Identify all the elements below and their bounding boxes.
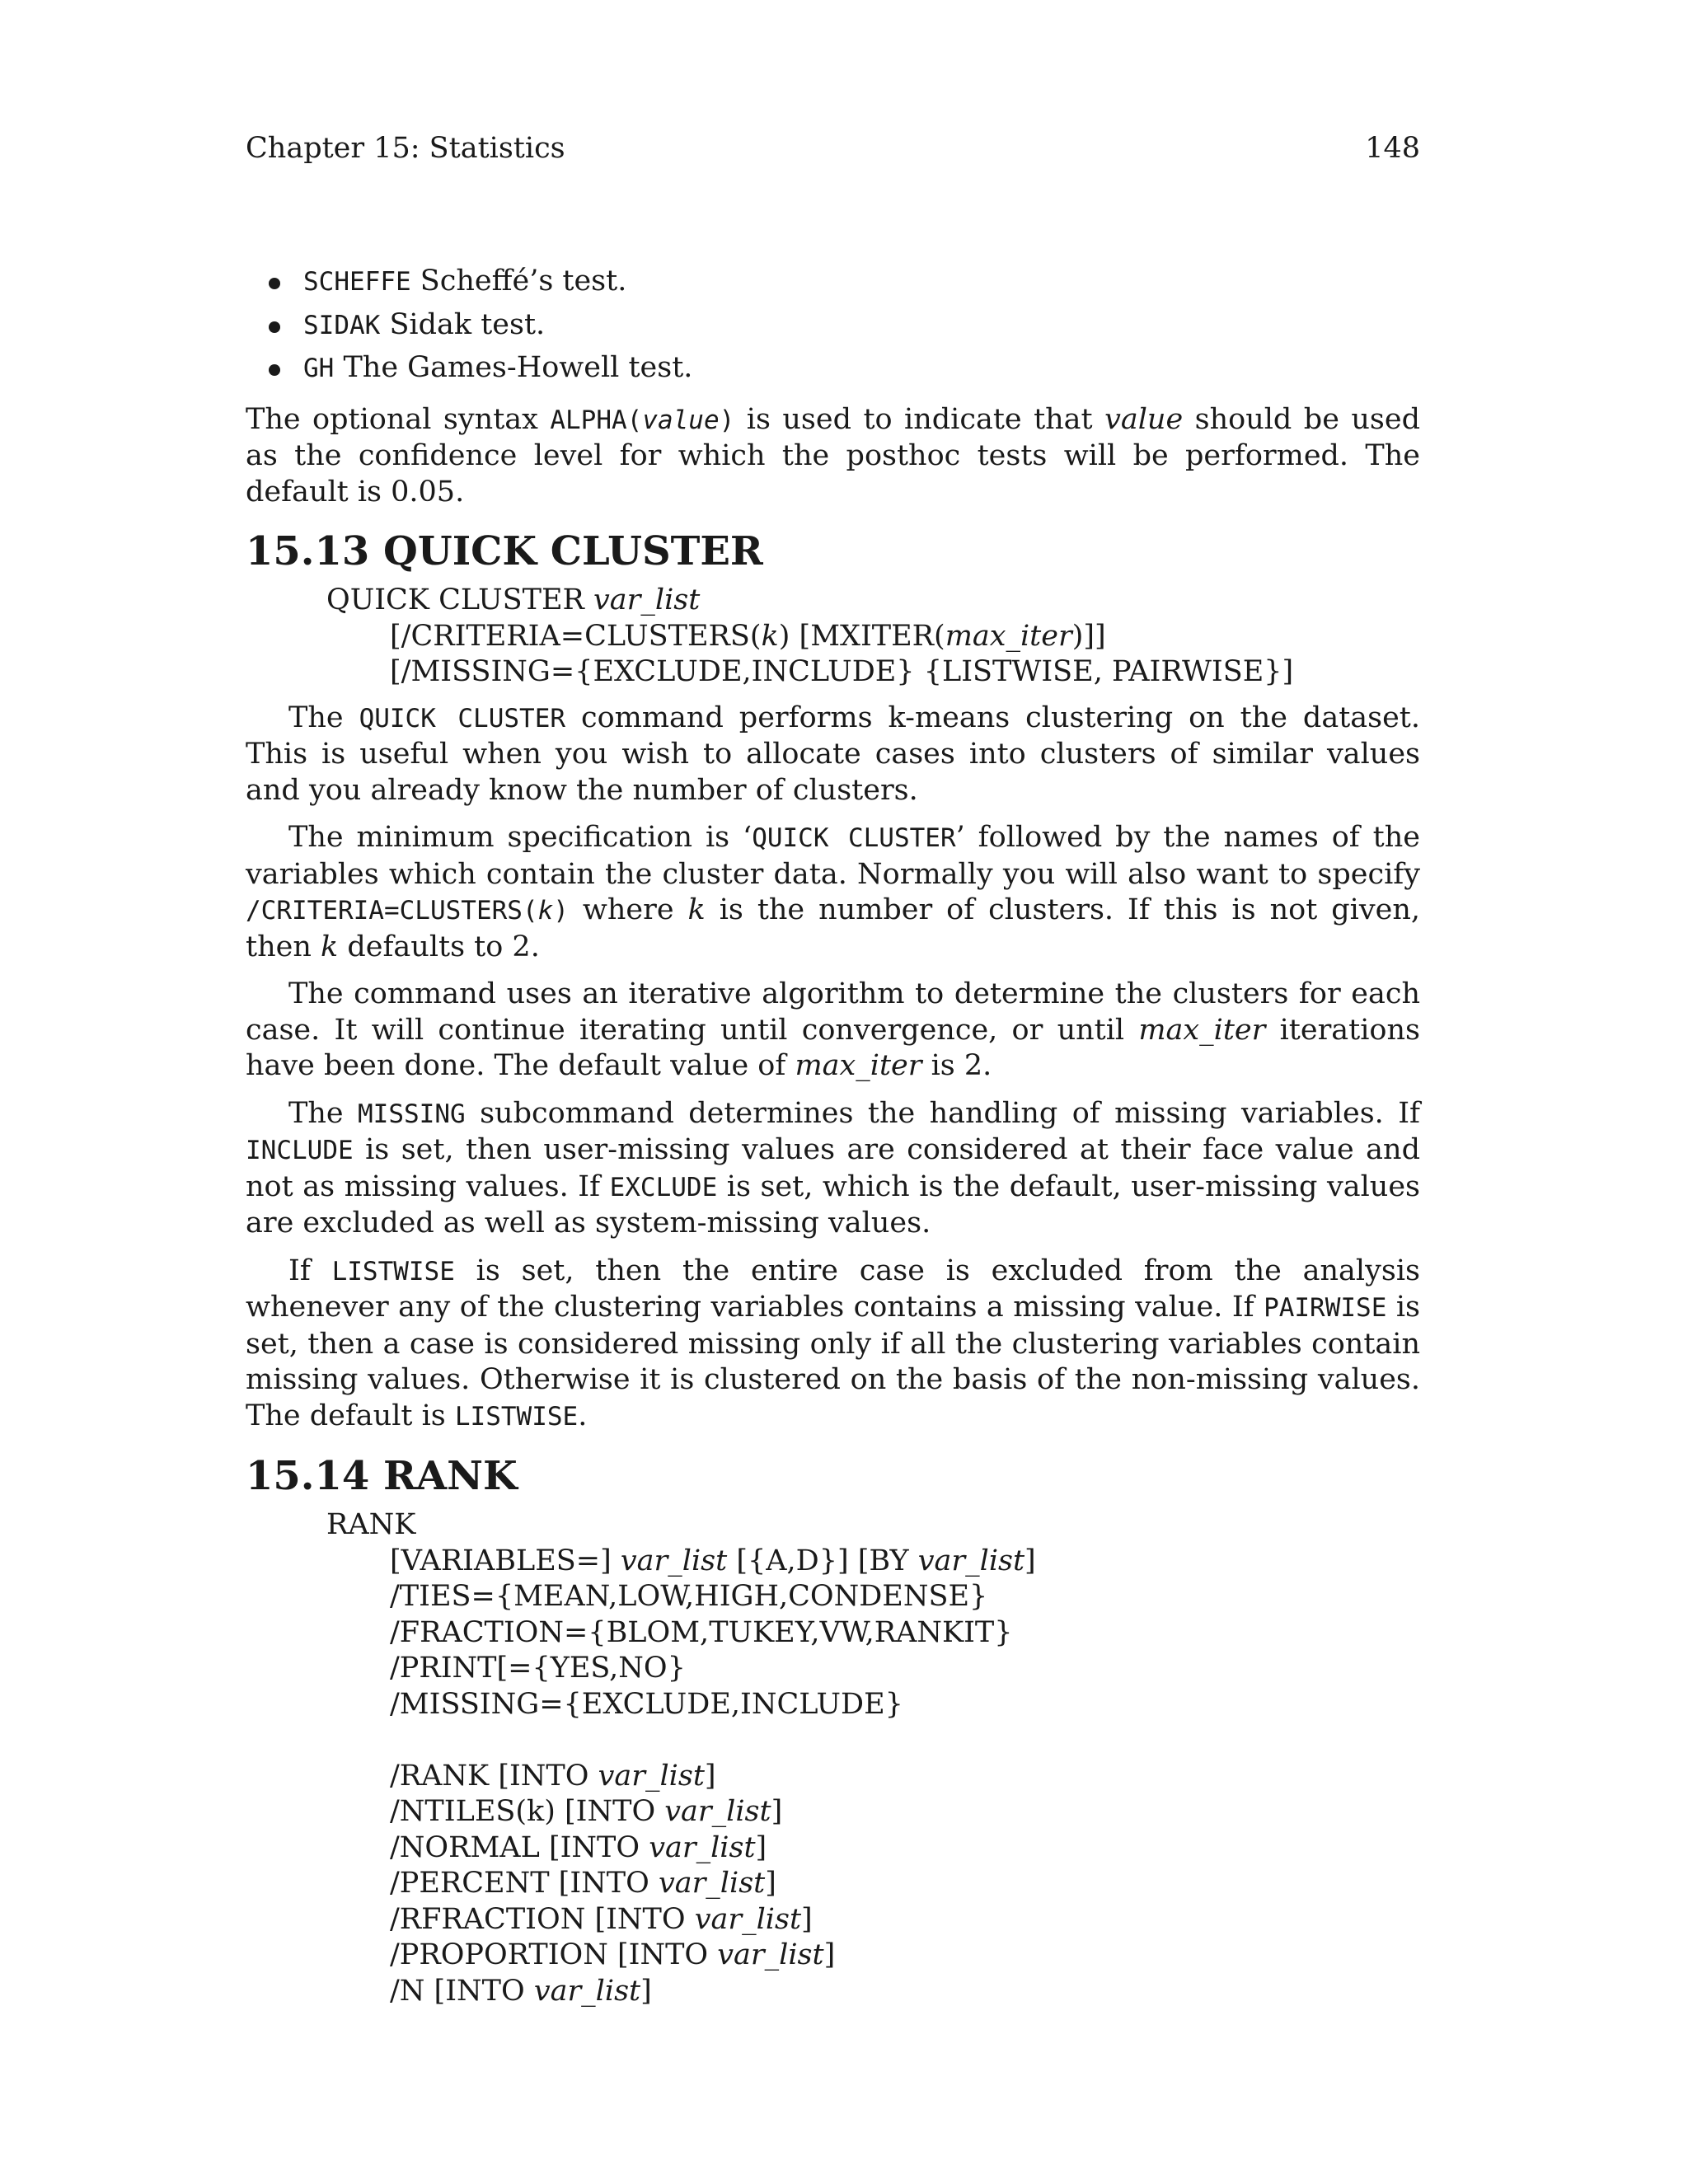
text-run: should be used as the confidence level for which the posthoc tests will be performed. The default is 0.05. [246, 402, 1420, 509]
syntax-spacer [326, 1722, 1420, 1759]
syntax-text: ] [640, 1974, 652, 2008]
text-run: is set, which is the default, user-missing values are excluded as well as system-missing values. [246, 1169, 1420, 1240]
code-run: LISTWISE [331, 1256, 455, 1286]
text-run: subcommand determines the handling of missing variables. If [465, 1096, 1420, 1130]
syntax-param: var_list [649, 1830, 756, 1864]
section-heading-rank: 15.14 RANK [246, 1453, 518, 1499]
quick-cluster-syntax [326, 583, 1420, 691]
alpha-paragraph [246, 402, 1420, 511]
code-run: ) [553, 896, 569, 926]
syntax-text: /NORMAL [INTO [390, 1830, 649, 1864]
syntax-line: /TIES={MEAN,LOW,HIGH,CONDENSE} [390, 1580, 988, 1613]
italic-term: k [321, 930, 339, 963]
syntax-text: /PERCENT [INTO [390, 1867, 659, 1900]
italic-term: max_iter [795, 1049, 922, 1082]
text-run: If [288, 1254, 332, 1287]
syntax-line [326, 1794, 1420, 1830]
code-run: QUICK CLUSTER [359, 703, 566, 733]
syntax-param: k [761, 619, 779, 653]
bullet-icon [269, 278, 280, 289]
code-run: EXCLUDE [609, 1172, 718, 1202]
code-run: QUICK CLUSTER [752, 823, 956, 853]
text-run: is the number of clusters. If this is not given, then [246, 893, 1420, 963]
syntax-text: )]] [1071, 619, 1106, 653]
text-run: The [288, 1096, 359, 1130]
syntax-text: ] [1025, 1544, 1036, 1577]
syntax-text: [{A,D}] [BY [727, 1544, 918, 1577]
code-run: ) [719, 405, 735, 435]
text-run: defaults to 2. [338, 930, 540, 963]
missing-subcommand-paragraph [246, 1096, 1420, 1242]
text-run: . [578, 1399, 588, 1432]
syntax-text: ) [MXITER( [778, 619, 945, 653]
syntax-line: /MISSING={EXCLUDE,INCLUDE} [390, 1687, 903, 1721]
section-heading-quick-cluster: 15.13 QUICK CLUSTER [246, 528, 763, 574]
code-run: PAIRWISE [1264, 1293, 1387, 1323]
syntax-text: /N [INTO [390, 1974, 534, 2008]
code-alpha [550, 405, 734, 435]
syntax-param: var_list [717, 1938, 824, 1971]
syntax-line [326, 1902, 1420, 1938]
page-number: 148 [1365, 132, 1420, 165]
code-criteria [246, 896, 569, 926]
syntax-param: var_list [598, 1759, 705, 1793]
rank-syntax [326, 1507, 1420, 2009]
syntax-param: var_list [658, 1867, 766, 1900]
code-run: /CRITERIA=CLUSTERS( [246, 896, 538, 926]
syntax-line: /FRACTION={BLOM,TUKEY,VW,RANKIT} [390, 1615, 1013, 1649]
test-keyword: GH [303, 354, 335, 383]
code-param: k [537, 896, 554, 926]
syntax-text: ] [801, 1902, 813, 1936]
text-run: is set, then user-missing values are considered at their face value and not as missing values. If [246, 1133, 1420, 1203]
list-item [269, 264, 1420, 301]
chapter-title: Chapter 15: Statistics [246, 132, 565, 165]
iteration-paragraph [246, 977, 1420, 1085]
syntax-param: var_list [533, 1974, 641, 2008]
syntax-line [326, 1866, 1420, 1902]
syntax-param: var_list [694, 1902, 802, 1936]
text-run: is set, then the entire case is excluded from the analysis whenever any of the clustering variables contains a missing value. If [246, 1254, 1420, 1324]
text-run: The minimum specification is ‘ [288, 821, 753, 854]
text-run: where [568, 893, 688, 926]
syntax-text: ] [755, 1830, 767, 1864]
code-run: MISSING [358, 1099, 466, 1129]
code-param: value [642, 405, 720, 435]
test-keyword: SIDAK [303, 310, 381, 340]
code-run: LISTWISE [454, 1401, 579, 1432]
text-run: The command uses an iterative algorithm to determine the clusters for each case. It will continue iterating until convergence, or until [246, 977, 1420, 1047]
syntax-line: /PRINT[={YES,NO} [390, 1652, 686, 1685]
syntax-line [326, 1974, 1420, 2010]
syntax-param: var_list [593, 583, 701, 616]
syntax-text: ] [704, 1759, 716, 1793]
text-run: is 2. [921, 1049, 992, 1082]
text-run: iterations have been done. The default value of [246, 1013, 1421, 1082]
syntax-param: var_list [917, 1544, 1025, 1577]
syntax-line [326, 1938, 1420, 1974]
syntax-line [326, 619, 1420, 655]
syntax-param: max_iter [945, 619, 1072, 653]
test-keyword: SCHEFFE [303, 267, 411, 297]
test-description: The Games-Howell test. [334, 351, 693, 384]
code-run: INCLUDE [246, 1136, 354, 1165]
syntax-text: ] [771, 1795, 783, 1828]
italic-term: k [687, 893, 706, 926]
minimum-specification-paragraph [246, 820, 1420, 965]
test-description: Scheffé’s test. [410, 265, 627, 298]
text-run: ’ followed by the names of the variables which contain the cluster data. Normally you will also want to specify [246, 821, 1420, 891]
syntax-line [326, 1544, 1420, 1580]
text-run: The optional syntax [246, 402, 551, 436]
text-run: The [288, 701, 359, 734]
running-header [246, 130, 1420, 166]
syntax-text: [/CRITERIA=CLUSTERS( [390, 619, 762, 653]
syntax-text: /RANK [INTO [390, 1759, 598, 1793]
list-item [269, 350, 1420, 387]
text-run: is set, then a case is considered missing only if all the clustering variables contain missing values. Otherwise it is clustered on the basis of the non-missing values. The default is [246, 1291, 1420, 1432]
bullet-icon [269, 364, 280, 376]
code-run: ALPHA( [550, 405, 643, 435]
bullet-icon [269, 321, 280, 333]
text-run: is used to indicate that [734, 402, 1105, 436]
syntax-text: /RFRACTION [INTO [390, 1902, 695, 1936]
list-item [269, 307, 1420, 344]
syntax-line: [/MISSING={EXCLUDE,INCLUDE} {LISTWISE, PAIRWISE}] [390, 655, 1294, 688]
syntax-line: RANK [326, 1508, 416, 1541]
syntax-text: ] [765, 1867, 776, 1900]
syntax-text: ] [823, 1938, 836, 1971]
listwise-pairwise-paragraph [246, 1254, 1420, 1436]
syntax-line [326, 1759, 1420, 1795]
posthoc-test-list [246, 264, 1420, 387]
test-description: Sidak test. [380, 307, 546, 341]
syntax-line [326, 1830, 1420, 1867]
syntax-text: /NTILES(k) [INTO [390, 1795, 665, 1828]
syntax-text: /PROPORTION [INTO [390, 1938, 718, 1971]
text-run: command performs k-means clustering on the dataset. This is useful when you wish to allocate cases into clusters of similar values and you already know the number of clusters. [246, 701, 1420, 807]
syntax-param: var_list [664, 1795, 771, 1828]
quick-cluster-intro [246, 701, 1420, 809]
syntax-param: var_list [620, 1544, 728, 1577]
syntax-text: [VARIABLES=] [390, 1544, 621, 1577]
italic-term: value [1104, 402, 1184, 436]
syntax-text: QUICK CLUSTER [326, 583, 594, 616]
page-body [246, 264, 1420, 2019]
syntax-line [326, 583, 1420, 619]
italic-term: max_iter [1138, 1013, 1266, 1047]
